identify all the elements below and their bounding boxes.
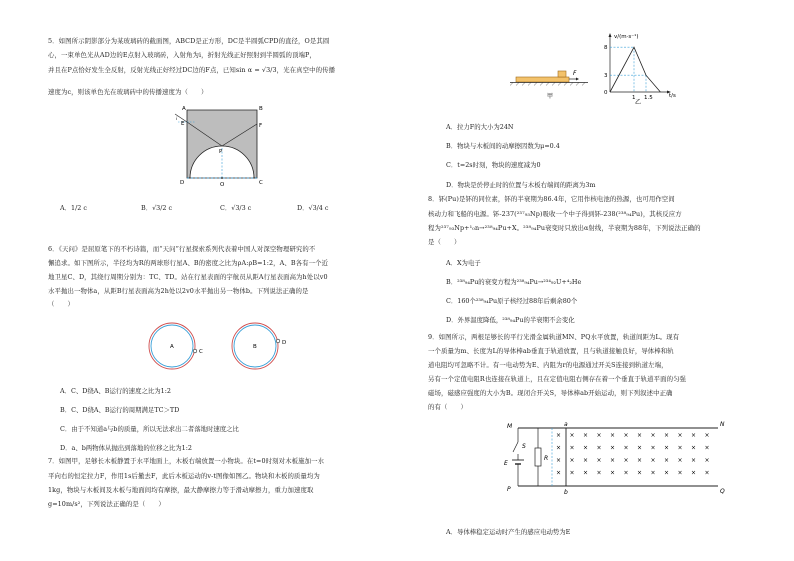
caption-yi: 乙 <box>635 99 642 105</box>
q9-line-1: 9．如图所示，两根足够长的平行光滑金属轨道MN、PQ水平放置，轨道间距为L。现有 <box>428 333 680 341</box>
y-axis-label: v/(m·s⁻¹) <box>614 34 639 40</box>
q6-line-4: 水平抛出一物体a，从距B行星表面高为2h处以2v0水平抛出另一物体b。下列说法正确的是 <box>48 287 309 295</box>
svg-text:S: S <box>522 443 526 450</box>
q5-line-4: 速度为c，则该单色光在玻璃砖中的传播速度为（ ） <box>48 88 208 96</box>
q9-option-a[interactable]: A．导体棒稳定运动时产生的感应电动势为E <box>446 528 571 536</box>
label-O: O <box>220 182 225 188</box>
field-cross-mark: × <box>556 469 562 477</box>
q6-option-b[interactable]: B．C、D绕A、B运行的周期满足TC＞TD <box>60 406 180 414</box>
label-F: F <box>259 123 263 129</box>
svg-text:P: P <box>507 486 511 493</box>
field-cross-mark: × <box>623 432 629 439</box>
svg-text:C: C <box>199 349 203 355</box>
field-cross-mark: × <box>583 469 589 477</box>
label-C: C <box>259 180 263 186</box>
field-cross-mark: × <box>664 444 670 452</box>
field-cross-mark: × <box>691 432 697 439</box>
q7-option-c[interactable]: C．t=2s时刻，物块的速度减为0 <box>446 161 541 169</box>
q8-line-3: 程为²³⁷₉₃Np+¹₀n→²³⁸₉₄Pu+X。²³⁸₉₄Pu衰变时只放出α射线，半衰期为88年，下列说法正确的 <box>428 224 701 232</box>
field-cross-mark: × <box>610 469 616 477</box>
field-cross-mark: × <box>637 469 643 477</box>
board <box>516 77 569 82</box>
q9-line-2: 一个质量为m、长度为L的导体棒ab垂直于轨道放置，且与轨道接触良好，导体棒和轨 <box>428 347 674 355</box>
y-tick-label: 3 <box>604 73 608 80</box>
q8-line-4: 是（ ） <box>428 238 461 246</box>
label-P: P <box>219 149 223 155</box>
q7-option-b[interactable]: B．物块与木板间的动摩擦因数为μ=0.4 <box>446 142 560 150</box>
q7-line-2: 平向右的恒定拉力F，作用1s后撤去F，此后木板运动的v-t图像如图乙。物块和木板的质量均为 <box>48 472 320 480</box>
q9-line-4: 另有一个定值电阻R也连接在轨道上，且在定值电阻右侧存在着一个垂直于轨道平面的匀强 <box>428 375 687 383</box>
field-cross-mark: × <box>704 469 710 477</box>
q7-option-d[interactable]: D．物块是於停止时的位置与木板右端间的距离为3m <box>446 181 596 189</box>
q5-line-1: 5．如图所示阴影部分为某玻璃砖的截面图，ABCD是正方形，DC是半圆弧CPD的直径，O是其圆 <box>48 37 330 45</box>
q5-option-a[interactable]: A．1/2 c <box>60 204 87 212</box>
field-cross-mark: × <box>569 469 575 477</box>
label-E: E <box>181 121 185 127</box>
field-cross-mark: × <box>596 457 602 464</box>
q7-vt-chart <box>596 30 686 105</box>
q7-line-3: 1kg，物块与木板间及木板与地面间均有摩擦，最大静摩擦力等于滑动摩擦力，重力加速度取 <box>48 486 314 494</box>
field-cross-mark: × <box>596 432 602 439</box>
field-cross-mark: × <box>610 457 616 464</box>
svg-text:M: M <box>507 423 513 430</box>
svg-text:B: B <box>253 344 257 350</box>
field-cross-mark: × <box>691 444 697 452</box>
q6-option-d[interactable]: D．a、b两物体从抛出到落地的位移之比为1:2 <box>60 444 192 452</box>
q9-circuit-figure <box>500 420 730 500</box>
field-cross-mark: × <box>691 469 697 477</box>
q5-option-c[interactable]: C．√3/3 c <box>220 204 252 212</box>
q5-line-3: 并且在P点恰好发生全反射，反射光线正好经过DC边的F点，已知sin α = √3/3，光在真空中的传播 <box>48 66 336 74</box>
field-cross-mark: × <box>623 469 629 477</box>
q8-option-a[interactable]: A．X为电子 <box>446 259 481 267</box>
q7-option-a[interactable]: A．拉力F的大小为24N <box>446 123 514 131</box>
field-cross-mark: × <box>623 457 629 464</box>
q6-line-5: （ ） <box>48 300 74 308</box>
q5-glass-figure <box>172 104 272 192</box>
q9-line-5: 磁场，磁感应强度的大小为B。现闭合开关S，导体棒ab开始运动，则下列叙述中正确 <box>428 389 673 397</box>
field-cross-mark: × <box>664 469 670 477</box>
field-cross-mark: × <box>704 444 710 452</box>
switch-s <box>513 442 518 452</box>
field-cross-mark: × <box>704 432 710 439</box>
q6-planets-figure <box>148 318 308 374</box>
field-cross-mark: × <box>583 444 589 452</box>
caption-jia: 甲 <box>547 93 554 100</box>
field-cross-mark: × <box>637 432 643 439</box>
svg-text:A: A <box>170 344 174 350</box>
q5-option-d[interactable]: D．√3/4 c <box>297 204 329 212</box>
label-A: A <box>182 106 186 112</box>
field-cross-mark: × <box>691 457 697 464</box>
field-cross-mark: × <box>637 444 643 452</box>
field-cross-mark: × <box>556 444 562 452</box>
field-cross-mark: × <box>569 444 575 452</box>
field-cross-mark: × <box>623 444 629 452</box>
field-cross-mark: × <box>569 457 575 464</box>
field-cross-mark: × <box>556 432 562 439</box>
q8-option-b[interactable]: B．²³⁸₉₄Pu的衰变方程为²³⁸₉₄Pu→²³⁴₉₂U+⁴₂He <box>446 278 582 286</box>
y-tick-label: 8 <box>604 45 608 52</box>
field-cross-mark: × <box>596 469 602 477</box>
q6-line-1: 6．《天问》是屈原笔下的不朽诗篇，而“天问”行星探索系列代表着中国人对深空物理研究的不 <box>48 245 316 253</box>
block <box>558 71 566 77</box>
field-cross-mark: × <box>677 469 683 477</box>
field-cross-mark: × <box>569 432 575 439</box>
field-cross-mark: × <box>583 457 589 464</box>
magnetic-field-region <box>556 432 710 477</box>
q9-line-6: 的有（ ） <box>428 403 467 411</box>
q8-option-d[interactable]: D．外界温度降低，²³⁸₉₄Pu的半衰期不会变化 <box>446 316 575 324</box>
field-cross-mark: × <box>650 432 656 439</box>
satellite-d <box>276 339 280 343</box>
field-cross-mark: × <box>650 469 656 477</box>
q8-line-2: 核动力和飞船的电源。钚-237(²³⁷₉₃Np)吸收一个中子得到钚-238(²³⁸₉₄Pu)，其核反应方 <box>428 210 682 218</box>
label-i: i <box>176 117 178 122</box>
q8-option-c[interactable]: C．160个²³⁸₉₄Pu原子核经过88年后剩余80个 <box>446 297 578 305</box>
q7-board-figure <box>510 60 600 102</box>
field-cross-mark: × <box>650 457 656 464</box>
q5-line-2: 心，一束单色光从AD边的E点射入玻璃砖，入射角为i，折射光线正好照射到半圆弧的顶端P， <box>48 51 316 59</box>
q9-line-3: 道电阻均可忽略不计。有一电动势为E、内阻为r的电源通过开关S连接到轨道左端， <box>428 361 668 369</box>
y-tick-label: 0 <box>604 90 608 96</box>
q6-option-a[interactable]: A．C、D绕A、B运行的速度之比为1:2 <box>60 387 171 395</box>
field-cross-mark: × <box>637 457 643 464</box>
label-B: B <box>259 106 263 112</box>
svg-text:D: D <box>282 340 287 346</box>
svg-text:b: b <box>564 489 568 496</box>
svg-text:F: F <box>573 70 577 77</box>
satellite-c <box>193 349 197 353</box>
field-cross-mark: × <box>610 432 616 439</box>
glass-shaded-region <box>187 110 257 178</box>
q6-line-3: 地卫星C、D，其绕行周期分别为：TC、TD。站在行星表面的宇航员从距A行星表面高为h处以v0 <box>48 273 328 281</box>
field-cross-mark: × <box>596 444 602 452</box>
q7-line-4: g=10m/s²，下列说法正确的是（ ） <box>48 500 165 508</box>
x-axis-label: t/s <box>669 93 676 99</box>
field-cross-mark: × <box>664 457 670 464</box>
series-line <box>610 47 660 92</box>
q5-option-b[interactable]: B．√3/2 c <box>141 204 173 212</box>
svg-text:R: R <box>544 455 549 462</box>
svg-text:N: N <box>720 421 725 428</box>
field-cross-mark: × <box>556 457 562 464</box>
q6-line-2: 懈追求。如下图所示，半径均为R的两球形行星A、B的密度之比为ρA:ρB=1:2，A、B各有一个近 <box>48 259 329 267</box>
field-cross-mark: × <box>704 457 710 464</box>
svg-text:E: E <box>504 460 508 467</box>
label-D: D <box>180 180 185 186</box>
field-cross-mark: × <box>610 444 616 452</box>
field-cross-mark: × <box>650 444 656 452</box>
field-cross-mark: × <box>677 432 683 439</box>
svg-text:a: a <box>564 421 568 428</box>
q7-line-1: 7．如图甲，足够长木板静置于水平地面上，木板右端放置一小物块。在t=0时刻对木板施加一水 <box>48 457 325 465</box>
svg-text:Q: Q <box>720 488 725 495</box>
q8-line-1: 8．钚(Pu)是钚的同位素，钚的半衰期为86.4年，它用作核电池的热源，也可用作空间 <box>428 195 675 203</box>
q6-option-c[interactable]: C．由于不知道a与b的质量，所以无法求出二者落地时速度之比 <box>60 425 239 433</box>
field-cross-mark: × <box>664 432 670 439</box>
resistor-r <box>535 448 541 466</box>
x-tick-label: 1.5 <box>644 95 653 101</box>
field-cross-mark: × <box>583 432 589 439</box>
field-cross-mark: × <box>677 444 683 452</box>
x-tick-label: 1 <box>632 95 636 101</box>
field-cross-mark: × <box>677 457 683 464</box>
